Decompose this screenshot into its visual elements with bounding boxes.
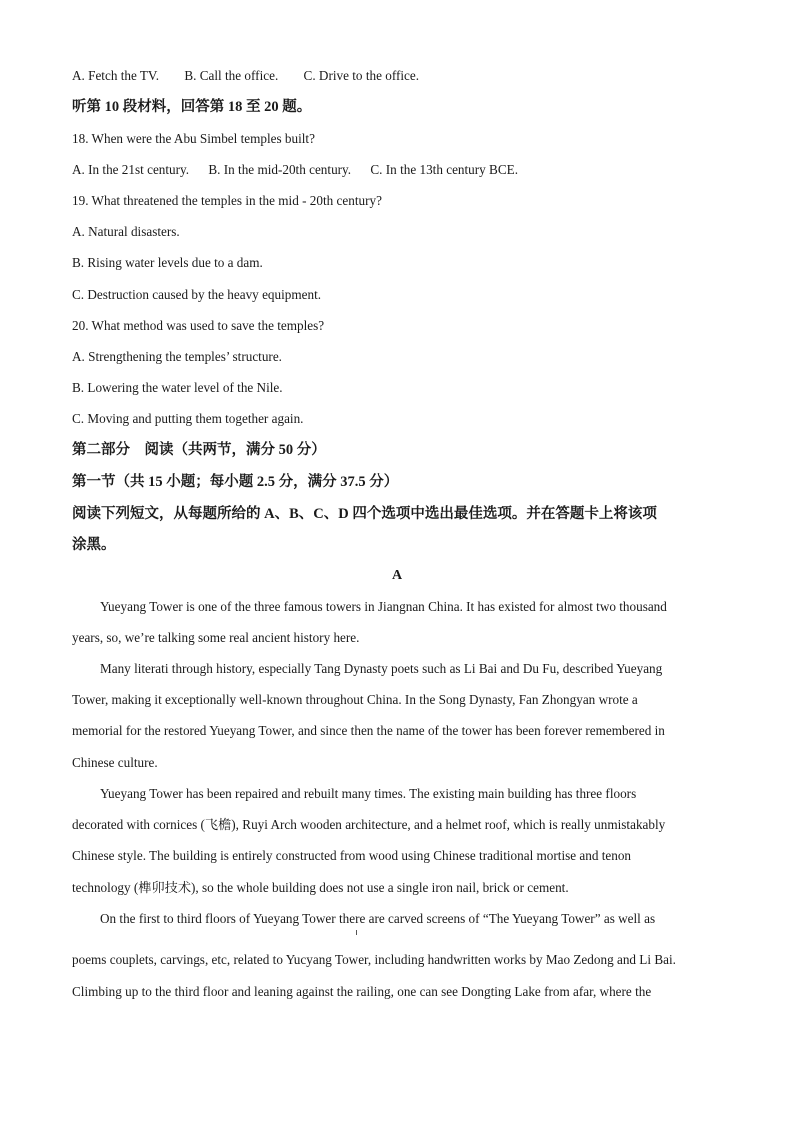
question-19: 19. What threatened the temples in the mid - 20th century? [72, 193, 382, 208]
reading-instructions-line-2: 涂黑。 [72, 537, 116, 553]
question-18: 18. When were the Abu Simbel temples built? [72, 131, 315, 146]
question-20-option-c: C. Moving and putting them together again. [72, 411, 304, 426]
passage-label: A [391, 568, 403, 583]
passage-line: technology (榫卯技术), so the whole building does not use a single iron nail, brick or cement. [72, 880, 569, 895]
passage-line: Many literati through history, especially Tang Dynasty poets such as Li Bai and Du Fu, described Yueyang [100, 661, 663, 676]
part-two-heading: 第二部分 阅读（共两节，满分 50 分） [72, 442, 326, 458]
passage-line: Yueyang Tower is one of the three famous towers in Jiangnan China. It has existed for almost two thousand [100, 599, 667, 614]
passage-line: memorial for the restored Yueyang Tower, and since then the name of the tower has been forever remembered in [72, 723, 665, 738]
question-19-option-b: B. Rising water levels due to a dam. [72, 255, 263, 270]
passage-line: decorated with cornices (飞檐), Ruyi Arch wooden architecture, and a helmet roof, which is really unmistakably [72, 817, 666, 832]
passage-line: Chinese style. The building is entirely constructed from wood using Chinese traditional mortise and tenon [72, 848, 632, 863]
passage-line: Yueyang Tower has been repaired and rebuilt many times. The existing main building has three floors [100, 786, 637, 801]
passage-line: poems couplets, carvings, etc, related to Yucyang Tower, including handwritten works by Mao Zedong and Li Bai. [72, 952, 676, 967]
option-b: B. Call the office. [184, 68, 279, 83]
option-c: C. In the 13th century BCE. [370, 162, 518, 177]
option-a: A. Fetch the TV. [72, 68, 160, 83]
option-c: C. Drive to the office. [303, 68, 420, 83]
passage-line: On the first to third floors of Yueyang Tower there are carved screens of “The Yueyang Tower” as well as [100, 911, 656, 926]
passage-line: Tower, making it exceptionally well-known throughout China. In the Song Dynasty, Fan Zhongyan wrote a [72, 692, 638, 707]
question-19-option-c: C. Destruction caused by the heavy equipment. [72, 287, 322, 302]
question-20-option-b: B. Lowering the water level of the Nile. [72, 380, 283, 395]
question-17-options [72, 67, 419, 85]
passage-line: Climbing up to the third floor and leaning against the railing, one can see Dongting Lake from afar, where the [72, 984, 652, 999]
question-18-options [72, 161, 518, 179]
section-one-heading: 第一节（共 15 小题；每小题 2.5 分，满分 37.5 分） [72, 474, 399, 490]
option-a: A. In the 21st century. [72, 162, 190, 177]
question-19-option-a: A. Natural disasters. [72, 224, 180, 239]
section-heading-listen-10: 听第 10 段材料，回答第 18 至 20 题。 [72, 99, 312, 115]
passage-line: years, so, we’re talking some real ancient history here. [72, 630, 360, 645]
question-20: 20. What method was used to save the temples? [72, 318, 325, 333]
stray-mark [356, 930, 357, 935]
reading-instructions-line-1: 阅读下列短文，从每题所给的 A、B、C、D 四个选项中选出最佳选项。并在答题卡上将该项 [72, 506, 657, 522]
passage-line: Chinese culture. [72, 755, 158, 770]
option-b: B. In the mid-20th century. [208, 162, 352, 177]
question-20-option-a: A. Strengthening the temples’ structure. [72, 349, 282, 364]
